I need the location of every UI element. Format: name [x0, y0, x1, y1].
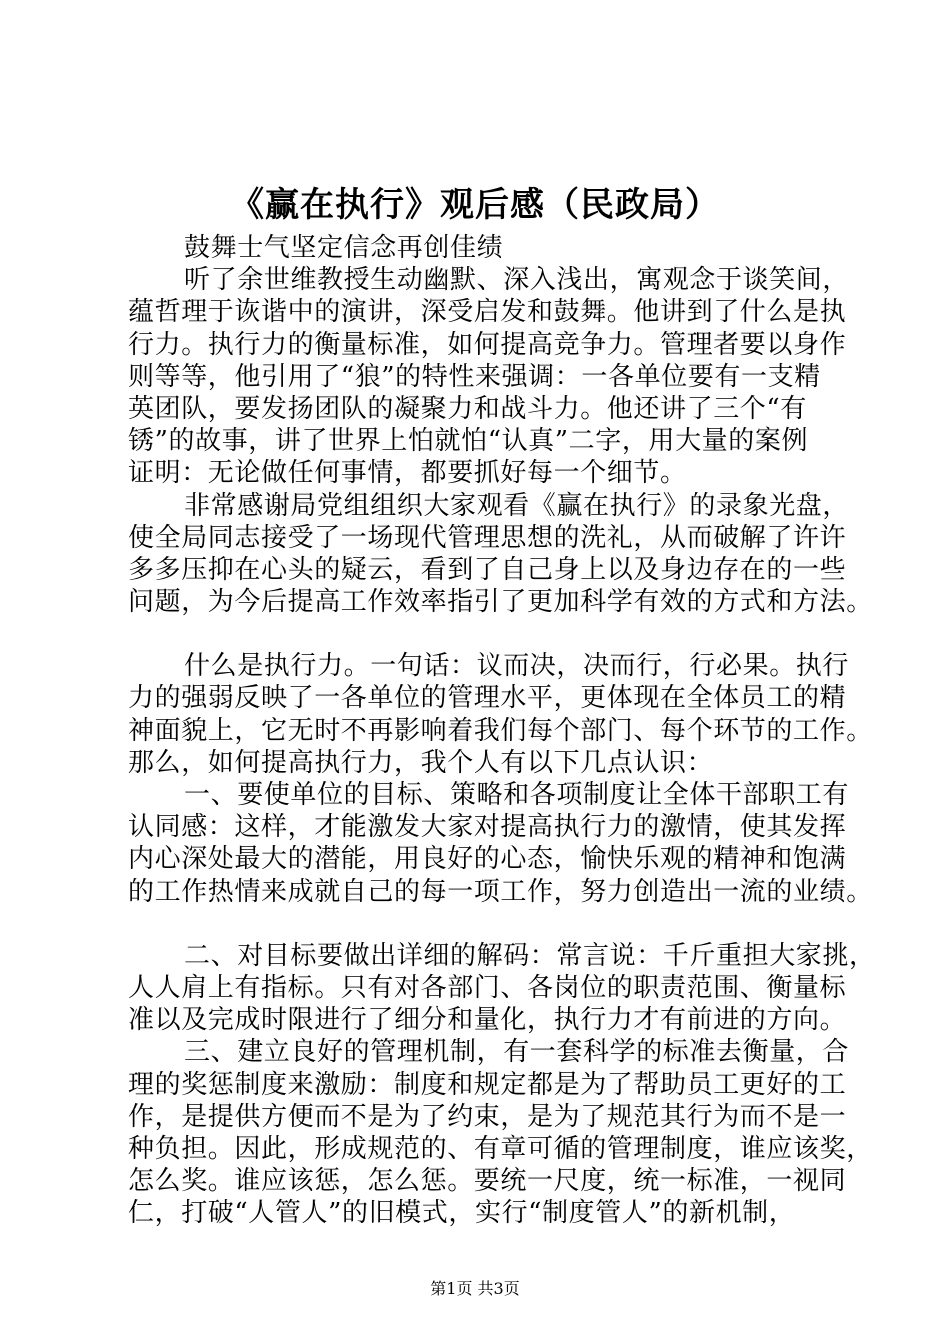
paragraph — [128, 779, 873, 908]
text-line: 的工作热情来成就自己的每一项工作，努力创造出一流的业绩。 — [128, 876, 873, 907]
text-line: 人人肩上有指标。只有对各部门、各岗位的职责范围、衡量标 — [128, 972, 847, 1003]
paragraph — [128, 490, 873, 619]
text-line: 种负担。因此，形成规范的、有章可循的管理制度，谁应该奖， — [128, 1133, 873, 1164]
text-line: 蕴哲理于诙谐中的演讲，深受启发和鼓舞。他讲到了什么是执 — [128, 297, 847, 328]
text-line: 那么，如何提高执行力，我个人有以下几点认识： — [128, 747, 714, 778]
text-line: 二、对目标要做出详细的解码：常言说：千斤重担大家挑， — [184, 940, 876, 971]
text-line: 行力。执行力的衡量标准，如何提高竞争力。管理者要以身作 — [128, 329, 847, 360]
paragraph — [128, 940, 876, 1037]
text-line: 多多压抑在心头的疑云，看到了自己身上以及身边存在的一些 — [128, 554, 847, 585]
text-line: 作，是提供方便而不是为了约束，是为了规范其行为而不是一 — [128, 1101, 847, 1132]
text-line: 锈”的故事，讲了世界上怕就怕“认真”二字，用大量的案例 — [128, 426, 809, 457]
text-line: 准以及完成时限进行了细分和量化，执行力才有前进的方向。 — [128, 1005, 847, 1036]
text-line: 认同感：这样，才能激发大家对提高执行力的激情，使其发挥 — [128, 812, 847, 843]
paragraph — [128, 264, 852, 489]
text-line: 仁，打破“人管人”的旧模式，实行“制度管人”的新机制， — [128, 1198, 796, 1229]
text-line: 问题，为今后提高工作效率指引了更加科学有效的方式和方法。 — [128, 587, 873, 618]
document-body — [128, 232, 876, 1229]
page-footer: 第1页 共3页 — [430, 1279, 520, 1298]
text-line: 英团队，要发扬团队的凝聚力和战斗力。他还讲了三个“有 — [128, 393, 807, 424]
paragraph-gap — [128, 908, 852, 940]
text-line: 证明：无论做任何事情，都要抓好每一个细节。 — [128, 458, 687, 489]
text-line: 理的奖惩制度来激励：制度和规定都是为了帮助员工更好的工 — [128, 1069, 847, 1100]
text-line: 神面貌上，它无时不再影响着我们每个部门、每个环节的工作。 — [128, 715, 873, 746]
text-line: 什么是执行力。一句话：议而决，决而行，行必果。执行 — [184, 651, 850, 682]
text-line: 怎么奖。谁应该惩，怎么惩。要统一尺度，统一标准，一视同 — [128, 1166, 847, 1197]
text-line: 内心深处最大的潜能，用良好的心态，愉快乐观的精神和饱满 — [128, 844, 847, 875]
document-title: 《赢在执行》观后感（民政局） — [230, 185, 720, 225]
subtitle: 鼓舞士气坚定信念再创佳绩 — [184, 233, 504, 263]
text-line: 非常感谢局党组组织大家观看《赢在执行》的录象光盘， — [184, 490, 850, 521]
paragraph — [128, 650, 873, 779]
text-line: 使全局同志接受了一场现代管理思想的洗礼，从而破解了许许 — [128, 522, 847, 553]
paragraph-gap — [128, 618, 852, 650]
text-line: 一、要使单位的目标、策略和各项制度让全体干部职工有 — [184, 780, 850, 810]
paragraph — [128, 1036, 873, 1229]
text-line: 力的强弱反映了一各单位的管理水平，更体现在全体员工的精 — [128, 683, 847, 714]
text-line: 三、建立良好的管理机制，有一套科学的标准去衡量，合 — [184, 1037, 850, 1068]
text-line: 则等等，他引用了“狼”的特性来强调：一各单位要有一支精 — [128, 361, 821, 392]
text-line: 听了余世维教授生动幽默、深入浅出，寓观念于谈笑间， — [184, 265, 850, 296]
